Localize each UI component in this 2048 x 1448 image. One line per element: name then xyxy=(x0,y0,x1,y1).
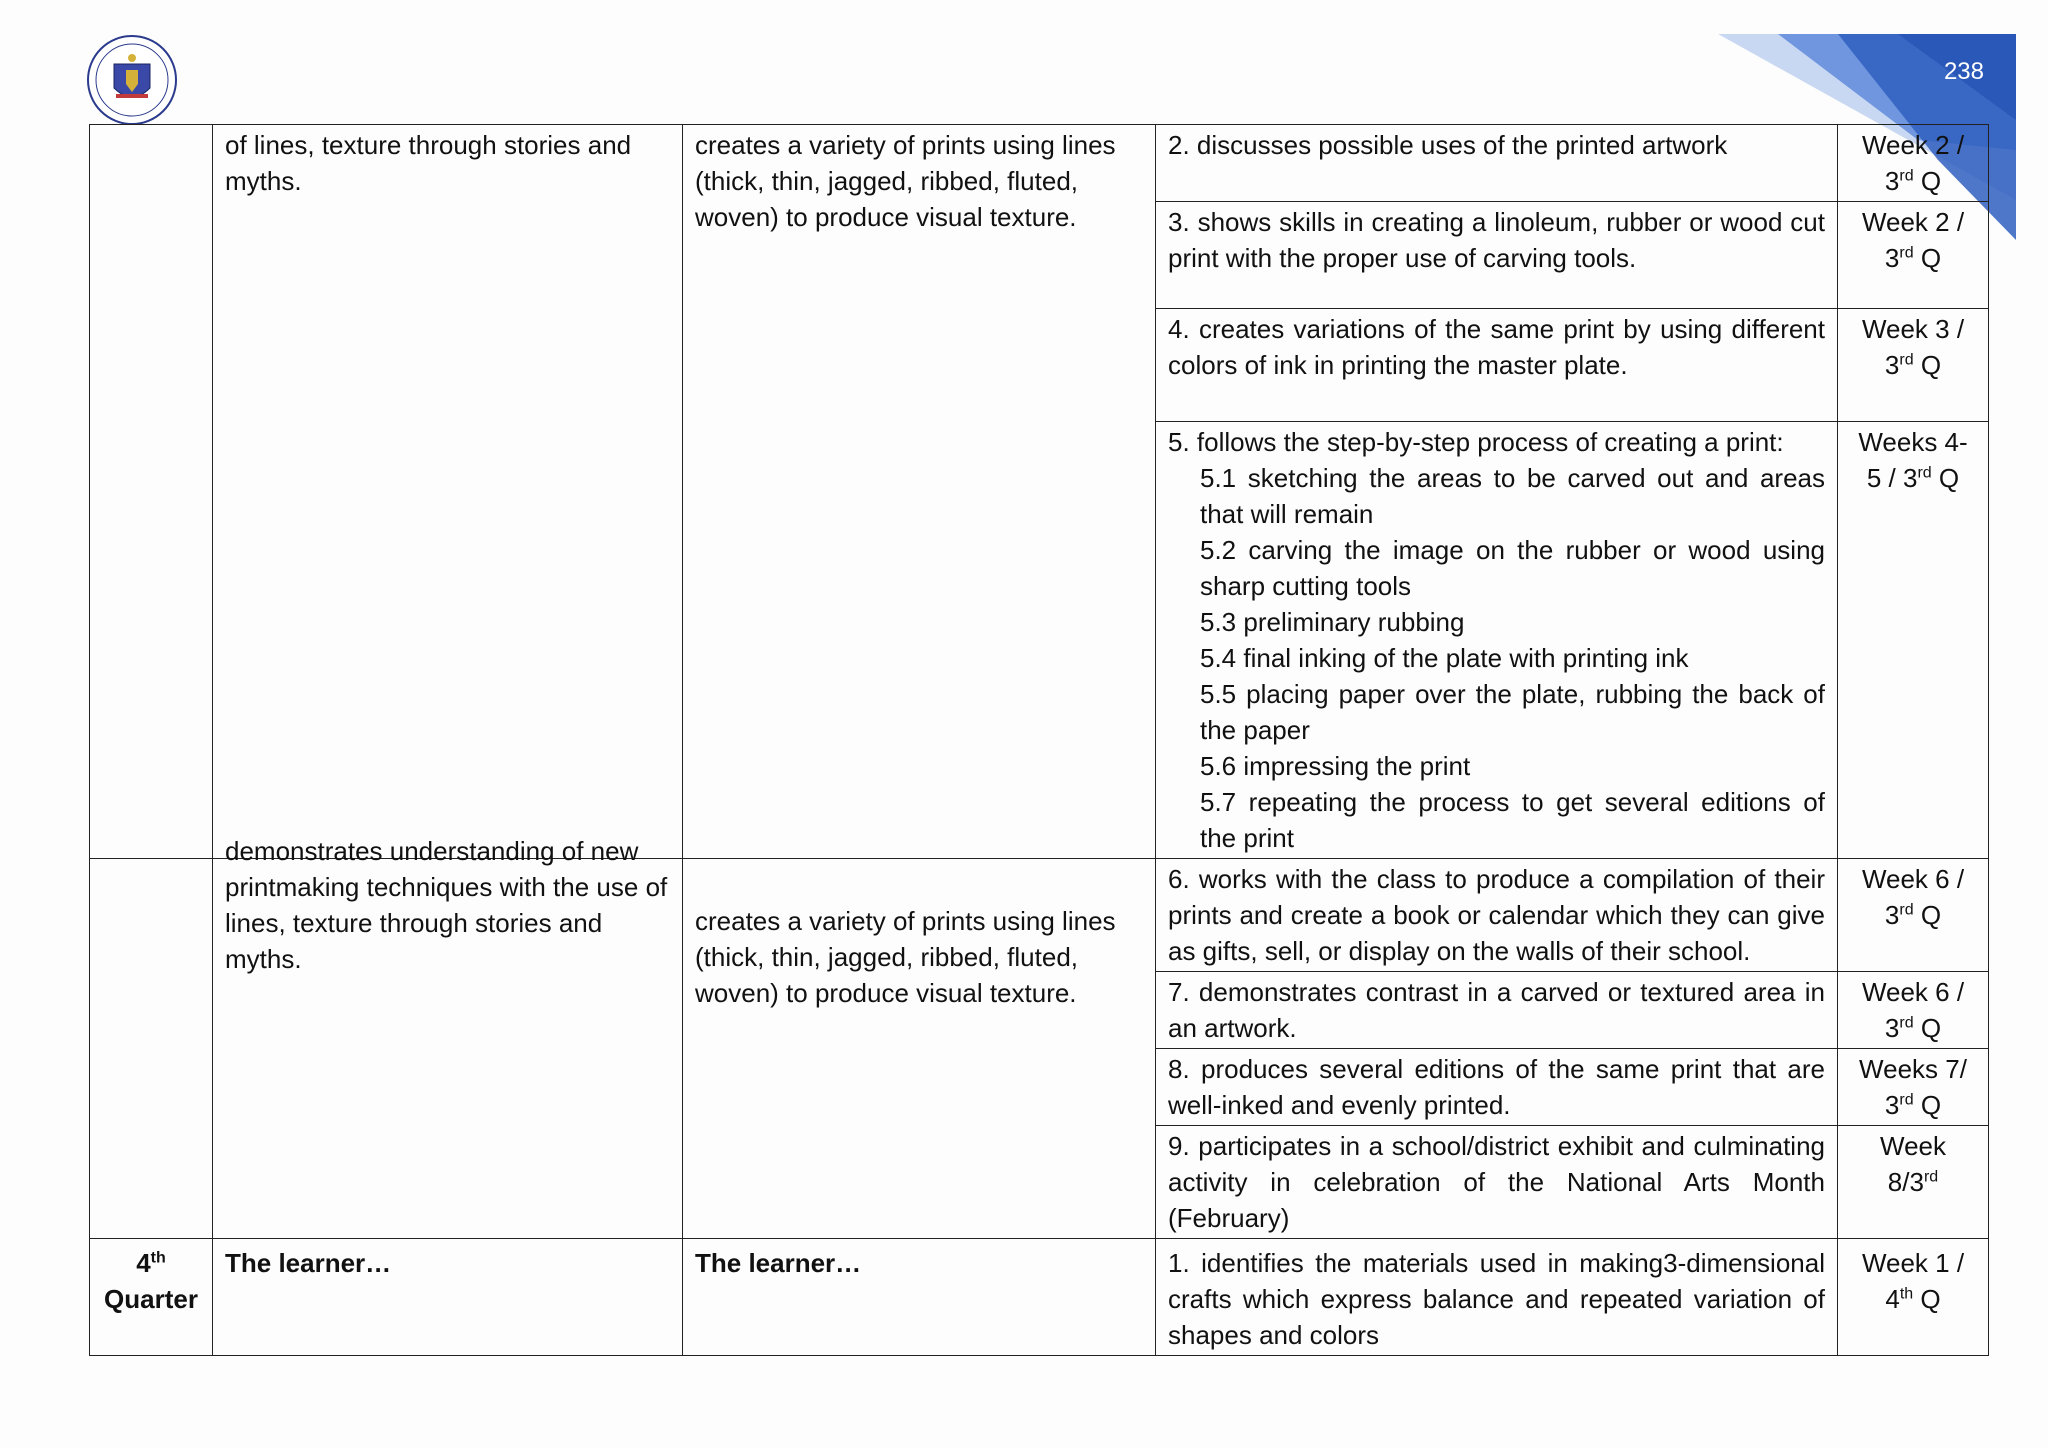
week-suffix: rd xyxy=(1899,244,1914,262)
week-cell xyxy=(1838,1126,1989,1239)
content-standard-text: demonstrates understanding of new printmaking techniques with the use of lines, texture through stories and myths. xyxy=(225,836,668,974)
week-number: 3 xyxy=(1884,900,1900,930)
competency-text: 4. creates variations of the same print by using different colors of ink in printing the master plate. xyxy=(1168,314,1825,380)
table-row xyxy=(90,859,1989,972)
content-standard-cell xyxy=(213,125,683,859)
quarter-cell-empty xyxy=(90,859,213,1239)
performance-standard-cell xyxy=(683,859,1156,1239)
week-label: Week 3 / xyxy=(1861,314,1965,344)
competency-text: 8. produces several editions of the same print that are well-inked and evenly printed. xyxy=(1168,1054,1825,1120)
competency-text: 5. follows the step-by-step process of creating a print: xyxy=(1168,427,1784,457)
step-item: 5.1 sketching the areas to be carved out and areas that will remain xyxy=(1200,463,1825,529)
week-cell xyxy=(1838,422,1989,859)
week-cell xyxy=(1838,1049,1989,1126)
week-cell xyxy=(1838,202,1989,309)
week-suffix: rd xyxy=(1899,351,1914,369)
week-number: 3 xyxy=(1884,166,1900,196)
step-item: 5.5 placing paper over the plate, rubbing the back of the paper xyxy=(1200,679,1825,745)
step-item: 5.6 impressing the print xyxy=(1200,751,1471,781)
week-cell xyxy=(1838,972,1989,1049)
competency-cell xyxy=(1156,125,1838,202)
step-item: 5.3 preliminary rubbing xyxy=(1200,607,1465,637)
quarter-label: Quarter xyxy=(104,1284,198,1314)
week-number: 3 xyxy=(1884,350,1900,380)
week-label: Week 6 / xyxy=(1861,977,1965,1007)
week-suffix: rd xyxy=(1899,1091,1914,1109)
week-cell xyxy=(1838,125,1989,202)
week-suffix: rd xyxy=(1899,167,1914,185)
performance-standard-text: The learner… xyxy=(695,1248,862,1278)
table-row xyxy=(90,125,1989,202)
week-tail: Q xyxy=(1913,900,1942,930)
competency-cell xyxy=(1156,309,1838,422)
week-number: 3 xyxy=(1884,1013,1900,1043)
week-cell xyxy=(1838,1239,1989,1356)
week-number: 5 / 3 xyxy=(1866,463,1918,493)
step-item: 5.7 repeating the process to get several editions of the print xyxy=(1200,787,1825,853)
competency-text: 7. demonstrates contrast in a carved or textured area in an artwork. xyxy=(1168,977,1825,1043)
competency-cell xyxy=(1156,1239,1838,1356)
competency-text: 3. shows skills in creating a linoleum, rubber or wood cut print with the proper use of carving tools. xyxy=(1168,207,1825,273)
week-suffix: th xyxy=(1899,1285,1914,1303)
week-label: Weeks 4- xyxy=(1858,427,1968,457)
content-standard-cell xyxy=(213,836,683,1239)
week-tail: Q xyxy=(1913,350,1942,380)
quarter-number: 4 xyxy=(136,1248,151,1278)
week-label: Weeks 7/ xyxy=(1859,1054,1967,1084)
competency-text: 6. works with the class to produce a compilation of their prints and create a book or calendar which they can give as gifts, sell, or display on the walls of their school. xyxy=(1168,864,1825,966)
performance-standard-cell xyxy=(683,125,1156,859)
week-tail: Q xyxy=(1931,463,1960,493)
performance-standard-cell xyxy=(683,1239,1156,1356)
competency-cell xyxy=(1156,202,1838,309)
week-label: Week 2 / xyxy=(1861,207,1965,237)
quarter-cell-empty xyxy=(90,125,213,859)
quarter-cell xyxy=(90,1239,213,1356)
week-suffix: rd xyxy=(1923,1168,1939,1186)
week-cell xyxy=(1838,859,1989,972)
week-number: 8/3 xyxy=(1887,1167,1924,1197)
content-standard-text: The learner… xyxy=(225,1248,392,1278)
competency-cell xyxy=(1156,972,1838,1049)
competency-cell xyxy=(1156,1049,1838,1126)
week-label: Week 2 / xyxy=(1861,130,1965,160)
step-item: 5.4 final inking of the plate with printing ink xyxy=(1200,643,1689,673)
content-standard-cell xyxy=(213,1239,683,1356)
week-label: Week xyxy=(1880,1131,1946,1161)
week-suffix: rd xyxy=(1917,464,1932,482)
table-row-quarter-4 xyxy=(90,1239,1989,1356)
curriculum-table xyxy=(89,124,1989,1356)
performance-standard-continued: creates a variety of prints using lines (thick, thin, jagged, ribbed, fluted, woven) to produce visual texture. xyxy=(695,130,1116,232)
competency-text: 9. participates in a school/district exhibit and culminating activity in celebration of the National Arts Month (February) xyxy=(1168,1131,1825,1233)
week-tail: Q xyxy=(1913,243,1942,273)
page-number: 238 xyxy=(1943,58,1984,85)
week-number: 3 xyxy=(1884,243,1900,273)
week-number: 4 xyxy=(1885,1284,1900,1314)
step-item: 5.2 carving the image on the rubber or wood using sharp cutting tools xyxy=(1200,535,1825,601)
week-label: Week 6 / xyxy=(1861,864,1965,894)
week-suffix: rd xyxy=(1899,901,1914,919)
performance-standard-text: creates a variety of prints using lines (thick, thin, jagged, ribbed, fluted, woven) to produce visual texture. xyxy=(695,906,1116,1008)
content-standard-continued: of lines, texture through stories and myths. xyxy=(225,130,632,196)
week-cell xyxy=(1838,309,1989,422)
week-tail: Q xyxy=(1913,1013,1942,1043)
week-label: Week 1 / xyxy=(1861,1248,1965,1278)
week-suffix: rd xyxy=(1899,1014,1914,1032)
competency-text: 1. identifies the materials used in making3-dimensional crafts which express balance and repeated variation of shapes and colors xyxy=(1168,1248,1825,1350)
week-tail: Q xyxy=(1913,166,1942,196)
week-tail: Q xyxy=(1913,1090,1942,1120)
week-tail: Q xyxy=(1913,1284,1941,1314)
competency-cell xyxy=(1156,1126,1838,1239)
competency-text: 2. discusses possible uses of the printed artwork xyxy=(1168,130,1728,160)
week-number: 3 xyxy=(1884,1090,1900,1120)
competency-cell xyxy=(1156,859,1838,972)
competency-cell-steps xyxy=(1156,422,1838,859)
deped-seal-logo xyxy=(86,34,178,126)
quarter-suffix: th xyxy=(150,1249,166,1267)
